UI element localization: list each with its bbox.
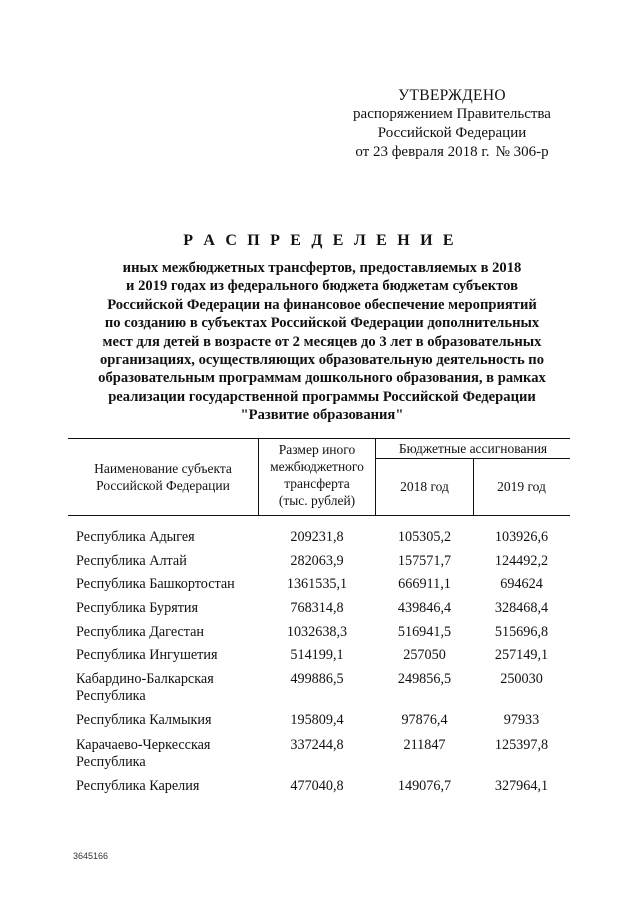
header-subject-line-1: Наименование субъекта — [94, 461, 232, 476]
document-code: 3645166 — [73, 851, 109, 861]
cell-2019: 97933 — [503, 712, 540, 728]
approved-label: УТВЕРЖДЕНО — [398, 87, 506, 104]
approval-stamp — [332, 86, 572, 162]
subtitle-line: организациях, осуществляющих образовательную деятельность по — [99, 352, 545, 369]
subtitle-line: реализации государственной программы Российской Федерации — [108, 388, 536, 405]
order-number: № 306-р — [495, 144, 549, 160]
cell-subject: Кабардино-Балкарская Республика — [76, 671, 214, 704]
cell-subject: Карачаево-Черкесская Республика — [76, 737, 211, 770]
cell-size: 337244,8 — [290, 737, 344, 753]
distribution-table — [68, 438, 570, 794]
header-2019: 2019 год — [497, 478, 546, 494]
cell-2019: 515696,8 — [494, 624, 549, 640]
order-date: от 23 февраля 2018 г. — [355, 144, 490, 160]
cell-2018: 157571,7 — [397, 553, 452, 569]
cell-size: 209231,8 — [290, 529, 344, 545]
cell-size: 1032638,3 — [286, 624, 348, 640]
subtitle-line: по созданию в субъектах Российской Федерации дополнительных — [104, 315, 540, 332]
cell-2018: 666911,1 — [398, 576, 451, 592]
cell-2018: 149076,7 — [397, 778, 452, 794]
header-size-line-1: Размер иного — [278, 442, 356, 457]
header-size-line-3: трансферта — [284, 476, 350, 491]
cell-subject: Республика Алтай — [76, 553, 187, 569]
cell-2019: 103926,6 — [494, 529, 549, 545]
header-budget: Бюджетные ассигнования — [376, 439, 570, 459]
cell-size: 477040,8 — [290, 778, 344, 794]
cell-2019: 124492,2 — [494, 553, 549, 569]
cell-subject: Республика Башкортостан — [76, 576, 235, 592]
cell-2019: 694624 — [500, 576, 543, 592]
cell-subject: Республика Карелия — [76, 778, 200, 794]
header-size-line-2: межбюджетного — [270, 459, 364, 474]
cell-2018: 97876,4 — [401, 712, 448, 728]
cell-2019: 257149,1 — [494, 647, 549, 663]
document-subtitle — [80, 259, 564, 425]
subtitle-line: мест для детей в возрасте от 2 месяцев до 3 лет в образовательных — [102, 333, 542, 350]
order-line — [332, 143, 572, 162]
header-subject-name — [68, 439, 258, 515]
cell-subject: Республика Дагестан — [76, 624, 205, 640]
cell-2018: 249856,5 — [397, 671, 452, 687]
approval-line-2: Российской Федерации — [377, 125, 527, 141]
cell-subject: Республика Ингушетия — [76, 647, 218, 663]
document-title: Р А С П Р Е Д Е Л Е Н И Е — [183, 232, 457, 249]
cell-2019: 250030 — [500, 671, 543, 687]
cell-subject: Республика Калмыкия — [76, 712, 212, 728]
cell-2018: 439846,4 — [397, 600, 452, 616]
cell-size: 1361535,1 — [286, 576, 348, 592]
cell-size: 195809,4 — [290, 712, 344, 728]
cell-subject: Республика Бурятия — [76, 600, 199, 616]
subtitle-line: иных межбюджетных трансфертов, предоставляемых в 2018 — [122, 260, 522, 276]
cell-2018: 516941,5 — [397, 624, 452, 640]
header-subject-line-2: Российской Федерации — [96, 478, 230, 493]
cell-subject: Республика Адыгея — [76, 529, 195, 545]
cell-size: 768314,8 — [290, 600, 344, 616]
cell-2018: 211847 — [403, 737, 446, 753]
cell-2018: 105305,2 — [397, 529, 452, 545]
table-header — [68, 438, 570, 516]
subtitle-line: "Развитие образования" — [240, 407, 404, 424]
subtitle-line: и 2019 годах из федерального бюджета бюджетам субъектов — [126, 278, 518, 295]
cell-2019: 125397,8 — [494, 737, 549, 753]
approval-line-1: распоряжением Правительства — [353, 106, 551, 122]
header-2018: 2018 год — [376, 458, 474, 515]
cell-size: 499886,5 — [290, 671, 344, 687]
cell-size: 282063,9 — [290, 553, 344, 569]
header-transfer-size — [258, 439, 376, 515]
subtitle-line: образовательным программам дошкольного образования, в рамках — [98, 370, 546, 387]
cell-2019: 328468,4 — [494, 600, 549, 616]
cell-size: 514199,1 — [290, 647, 344, 663]
subtitle-line: Российской Федерации на финансовое обеспечение мероприятий — [107, 296, 537, 313]
header-size-line-4: (тыс. рублей) — [278, 493, 356, 508]
cell-2018: 257050 — [403, 647, 446, 663]
cell-2019: 327964,1 — [494, 778, 549, 794]
